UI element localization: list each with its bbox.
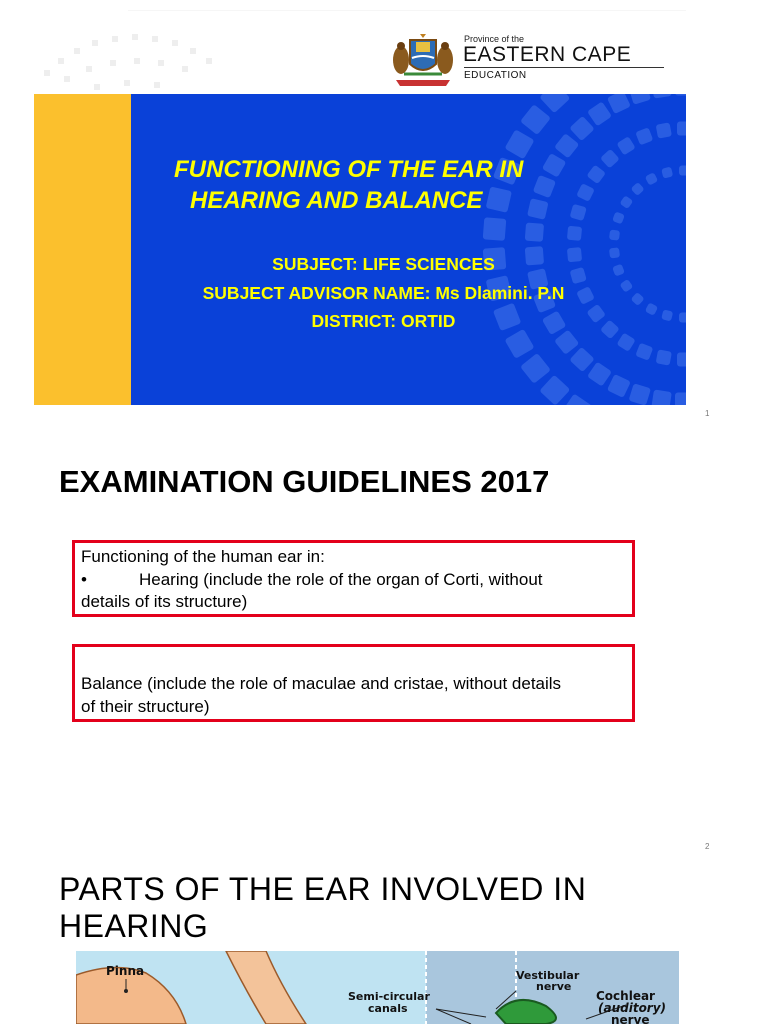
band-pattern-tile: [483, 217, 507, 241]
label-vestibular-1: Vestibular: [516, 969, 580, 982]
band-pattern-tile: [677, 353, 686, 367]
band-pattern-tile: [651, 94, 671, 99]
district-line: DISTRICT: ORTID: [311, 311, 456, 331]
slide1-header: [34, 10, 686, 94]
band-pattern-tile: [656, 349, 672, 365]
band-pattern-tile: [607, 374, 631, 398]
band-pattern-tile: [609, 230, 620, 241]
box2-line1: Balance (include the role of maculae and cristae, without details: [81, 674, 562, 693]
slide3-title-line2: HEARING: [59, 908, 209, 944]
band-pattern-tile: [539, 94, 570, 113]
band-pattern-tile: [562, 394, 593, 405]
slide3-title-line1: PARTS OF THE EAR INVOLVED IN: [59, 871, 587, 907]
band-pattern-tile: [607, 94, 631, 114]
slide2-title: EXAMINATION GUIDELINES 2017: [59, 464, 550, 499]
band-pattern-tile: [645, 302, 659, 316]
band-pattern-tile: [679, 166, 686, 176]
slide3-title: [59, 871, 586, 945]
label-cochlear-3: nerve: [611, 1013, 650, 1024]
page-number-2: 2: [705, 842, 710, 851]
band-pattern-tile: [635, 127, 653, 145]
logo-department: EDUCATION: [464, 70, 527, 81]
logo-divider: [464, 67, 664, 68]
band-pattern-tile: [616, 136, 635, 155]
ear-diagram-image: [76, 951, 679, 1024]
label-pinna: Pinna: [106, 964, 145, 978]
band-pattern-tile: [569, 116, 594, 141]
band-pattern-tile: [635, 343, 653, 361]
band-pattern-tile: [651, 389, 671, 405]
band-pattern-tile: [520, 353, 551, 384]
label-cochlear-2: (auditory): [598, 1001, 667, 1015]
band-pattern-tile: [656, 122, 672, 138]
label-semicircular-2: canals: [368, 1002, 408, 1015]
band-pattern-tile: [675, 94, 686, 96]
band-pattern-tile: [661, 167, 673, 179]
slide1-title-band: [34, 94, 686, 405]
band-pattern-tile: [587, 101, 612, 126]
box1-line2-row: [81, 569, 626, 592]
band-pattern-tile: [661, 309, 673, 321]
label-cochlear-1: Cochlear: [596, 989, 655, 1003]
box1-line2: Hearing (include the role of the organ of Corti, without: [139, 569, 543, 589]
coat-of-arms-icon: [390, 32, 456, 88]
box1-line1: Functioning of the human ear in:: [81, 547, 325, 566]
box1-line3: details of its structure): [81, 592, 248, 611]
band-pattern-tile: [520, 104, 551, 135]
subject-line: SUBJECT: LIFE SCIENCES: [272, 254, 495, 274]
band-pattern-tile: [679, 313, 686, 323]
label-semicircular-1: Semi-circular: [348, 990, 430, 1003]
label-vestibular-2: nerve: [536, 980, 572, 993]
slide1-subinfo: [131, 250, 636, 336]
page-number-1: 1: [705, 409, 710, 418]
band-pattern-tile: [539, 375, 570, 405]
eastern-cape-logo: [390, 32, 640, 88]
ear-diagram: [76, 951, 679, 1024]
slide1-title-line2: HEARING AND BALANCE: [190, 187, 483, 214]
band-pattern-tile: [587, 362, 612, 387]
advisor-line: SUBJECT ADVISOR NAME: Ms Dlamini. P.N: [202, 282, 565, 303]
guideline-box-hearing: [72, 540, 635, 617]
band-pattern-tile: [675, 393, 686, 406]
band-pattern-tile: [567, 226, 582, 241]
slide1-title-line1: FUNCTIONING OF THE EAR IN: [174, 156, 524, 183]
logo-province-line: Province of the: [464, 34, 525, 44]
band-pattern-tile: [569, 347, 594, 372]
slide1-title: [174, 154, 654, 216]
band-pattern-tile: [677, 122, 686, 136]
bullet: •: [81, 569, 87, 589]
band-pattern-tile: [525, 223, 544, 242]
logo-name: EASTERN CAPE: [463, 43, 632, 66]
band-pattern-tile: [629, 383, 651, 405]
box2-line2: of their structure): [81, 696, 210, 716]
band-pattern-tile: [629, 94, 651, 105]
guideline-box-balance: [72, 644, 635, 722]
